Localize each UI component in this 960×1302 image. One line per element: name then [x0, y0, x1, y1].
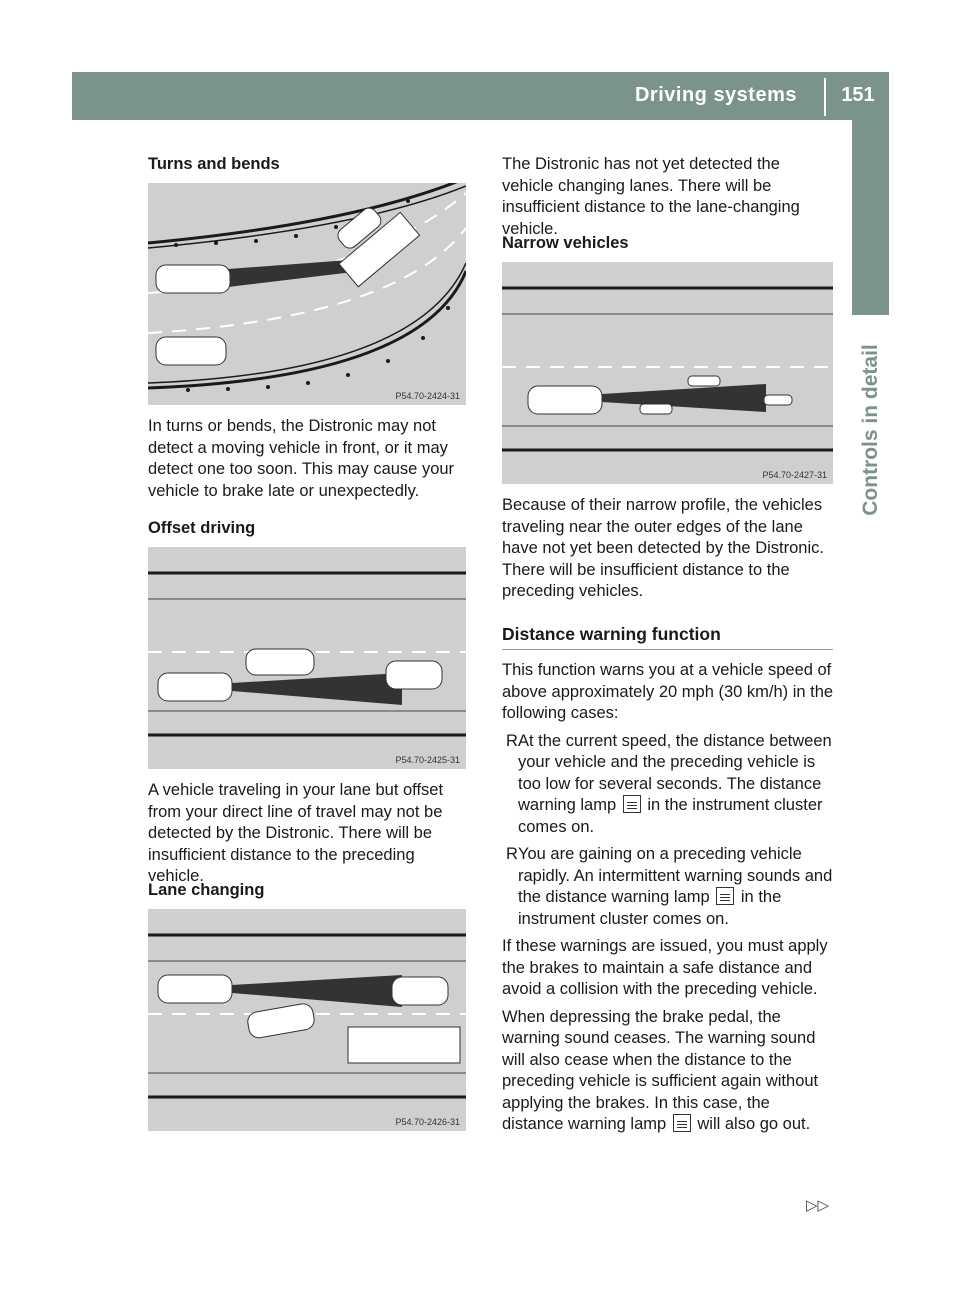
figure-turns: [148, 183, 466, 405]
side-tab-marker: [852, 120, 889, 315]
paragraph-narrow: Because of their narrow profile, the vehicles traveling near the outer edges of the lane have not yet been detected by the Distronic. There will be insufficient distance to the preceding vehicles.: [502, 496, 824, 600]
figure-offset: [148, 547, 466, 769]
distance-warning-lamp-icon: [673, 1114, 691, 1132]
paragraph-turns: In turns or bends, the Distronic may not detect a moving vehicle in front, or it may detect one too soon. This may cause your vehicle to brake late or unexpectedly.: [148, 417, 455, 500]
heading-offset: Offset driving: [148, 519, 256, 537]
paragraph-lane: The Distronic has not yet detected the vehicle changing lanes. There will be insufficient distance to the lane-changing vehicle.: [502, 155, 800, 238]
distance-warning-body: This function warns you at a vehicle speed of above approximately 20 mph (30 km/h) in the following cases: R At the current speed, the distance between your vehicle and the preceding vehicle is too low for several seconds. The distance warning lamp in the instrument cluster comes on. R You are gaining on a preceding vehicle rapidly. An intermittent warning sounds and the distance warning lamp in the instrument cluster comes on. If these warnings are issued, you must apply the brakes to maintain a safe distance and avoid a collision with the preceding vehicle. When depressing the brake pedal, the warning sound ceases. The warning sound will also cease when the distance to the preceding vehicle is sufficient again without applying the brakes. In this case, the distance warning lamp will also go out.: [502, 660, 834, 1136]
figure-code: P54.70-2426-31: [395, 1117, 460, 1127]
figure-code: P54.70-2425-31: [395, 755, 460, 765]
continue-arrow-icon: ▷▷: [806, 1197, 830, 1214]
distance-warning-lamp-icon: [623, 795, 641, 813]
figure-lane: [148, 909, 466, 1131]
heading-turns: Turns and bends: [148, 155, 280, 173]
heading-lane: Lane changing: [148, 881, 265, 899]
header-divider: [824, 78, 826, 116]
side-tab-label: Controls in detail: [858, 344, 882, 516]
heading-distance-warning: Distance warning function: [502, 624, 721, 644]
heading-narrow: Narrow vehicles: [502, 234, 629, 252]
bullet-item: R At the current speed, the distance between your vehicle and the preceding vehicle is too low for several seconds. The distance warning lamp in the instrument cluster comes on.: [506, 731, 832, 836]
figure-code: P54.70-2424-31: [395, 391, 460, 401]
paragraph-brake: When depressing the brake pedal, the warning sound ceases. The warning sound will also cease when the distance to the preceding vehicle is sufficient again without applying the brakes. In this case, the distance warning lamp will also go out.: [502, 1007, 819, 1133]
figure-narrow: [502, 262, 833, 484]
paragraph-offset: A vehicle traveling in your lane but offset from your direct line of travel may not be detected by the Distronic. There will be insufficient distance to the preceding vehicle.: [148, 781, 444, 885]
header-title: Driving systems: [634, 84, 797, 106]
figure-code: P54.70-2427-31: [762, 470, 827, 480]
page-header: [72, 72, 889, 120]
distance-warning-lamp-icon: [716, 887, 734, 905]
page-number: 151: [841, 84, 875, 106]
section-rule: [502, 649, 833, 650]
bullet-item: R You are gaining on a preceding vehicle rapidly. An intermittent warning sounds and the distance warning lamp in the instrument cluster comes on.: [506, 845, 833, 928]
